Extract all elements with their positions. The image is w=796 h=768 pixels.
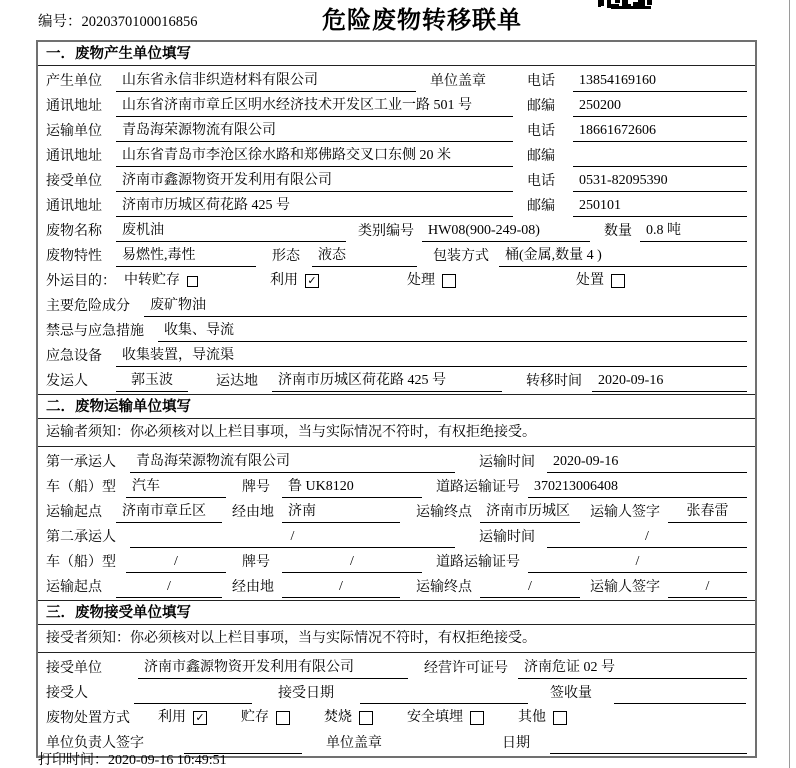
carrier1-time-label: 运输时间 bbox=[479, 455, 535, 470]
field-row-route2 bbox=[46, 573, 747, 598]
transfer-storage-checkbox bbox=[187, 276, 198, 287]
transporter-label: 运输单位 bbox=[46, 124, 102, 139]
field-row-accept-unit bbox=[46, 654, 747, 679]
destination-value: 济南市历城区荷花路 425 号 bbox=[272, 372, 502, 392]
transporter-post-value bbox=[573, 150, 747, 167]
responsible-sign-label: 单位负责人签字 bbox=[46, 736, 144, 751]
purpose-option-treatment bbox=[407, 272, 456, 292]
vehicle2-plate-label: 牌号 bbox=[242, 555, 270, 570]
disposal-option-incineration bbox=[324, 709, 373, 729]
producer-address-value: 山东省济南市章丘区明水经济技术开发区工业一路 501 号 bbox=[116, 97, 513, 117]
receipt-qty-label: 签收量 bbox=[550, 686, 592, 701]
producer-value: 山东省永信非织造材料有限公司 bbox=[116, 72, 416, 92]
emergency-equipment-value: 收集装置，导流渠 bbox=[116, 347, 747, 367]
transporter-value: 青岛海荣源物流有限公司 bbox=[116, 122, 513, 142]
route1-sign-value: 张春雷 bbox=[668, 503, 747, 523]
license-label: 经营许可证号 bbox=[424, 661, 508, 676]
carrier1-value: 青岛海荣源物流有限公司 bbox=[130, 453, 455, 473]
field-row-disposal-method bbox=[46, 704, 747, 729]
transporter-address-label: 通讯地址 bbox=[46, 149, 102, 164]
vehicle1-type-value: 汽车 bbox=[126, 478, 226, 498]
accept-unit-value: 济南市鑫源物资开发利用有限公司 bbox=[138, 659, 408, 679]
route2-origin-label: 运输起点 bbox=[46, 580, 102, 595]
field-row-transporter-address bbox=[46, 142, 747, 167]
treatment-checkbox bbox=[442, 274, 456, 288]
field-row-vehicle2 bbox=[46, 548, 747, 573]
unit-seal-label: 单位盖章 bbox=[326, 736, 382, 751]
section2-note: 运输者须知：你必须核对以上栏目事项，当与实际情况不符时，有权拒绝接受。 bbox=[38, 419, 755, 447]
receiver-post-value: 250101 bbox=[573, 197, 747, 217]
transporter-address-value: 山东省青岛市李沧区徐水路和郑佛路交叉口东侧 20 米 bbox=[116, 147, 513, 167]
field-row-waste-props bbox=[46, 242, 747, 267]
section3-rows bbox=[38, 653, 755, 756]
carrier1-time-value: 2020-09-16 bbox=[547, 453, 747, 473]
sign-date-value bbox=[550, 737, 747, 754]
dispatcher-label: 发运人 bbox=[46, 374, 88, 389]
waste-category-value: HW08(900-249-08) bbox=[422, 222, 590, 242]
field-row-receiver-address bbox=[46, 192, 747, 217]
purpose-option-disposal bbox=[576, 272, 625, 292]
producer-post-value: 250200 bbox=[573, 97, 747, 117]
producer-post-label: 邮编 bbox=[527, 99, 555, 114]
receiver-phone-value: 0531-82095390 bbox=[573, 172, 747, 192]
disposal-landfill-checkbox bbox=[470, 711, 484, 725]
disposal-checkbox bbox=[611, 274, 625, 288]
waste-qty-value: 0.8 吨 bbox=[640, 222, 747, 242]
license-value: 济南危证 02 号 bbox=[518, 659, 747, 679]
emergency-equipment-label: 应急设备 bbox=[46, 349, 102, 364]
receiver-address-label: 通讯地址 bbox=[46, 199, 102, 214]
field-row-purpose bbox=[46, 267, 747, 292]
field-row-producer-address bbox=[46, 92, 747, 117]
section2-header: 二．废物运输单位填写 bbox=[38, 394, 755, 419]
route2-via-label: 经由地 bbox=[232, 580, 274, 595]
transporter-phone-label: 电话 bbox=[527, 124, 555, 139]
page-right-edge bbox=[789, 0, 790, 768]
vehicle2-type-value: / bbox=[126, 553, 226, 573]
producer-label: 产生单位 bbox=[46, 74, 102, 89]
print-time bbox=[38, 749, 227, 768]
field-row-acceptance bbox=[46, 679, 747, 704]
transporter-phone-value: 18661672606 bbox=[573, 122, 747, 142]
waste-pack-value: 桶(金属,数量 4 ) bbox=[499, 247, 747, 267]
page-title: 危险废物转移联单 bbox=[322, 7, 522, 34]
hazard-value: 废矿物油 bbox=[144, 297, 747, 317]
route1-via-label: 经由地 bbox=[232, 505, 274, 520]
disposal-option-landfill bbox=[407, 709, 484, 729]
waste-name-label: 废物名称 bbox=[46, 224, 102, 239]
carrier2-value: / bbox=[130, 528, 455, 548]
route1-end-label: 运输终点 bbox=[416, 505, 472, 520]
field-row-receiver bbox=[46, 167, 747, 192]
manifest-form bbox=[36, 40, 757, 758]
receiver-value: 济南市鑫源物资开发利用有限公司 bbox=[116, 172, 513, 192]
acceptor-value bbox=[134, 687, 252, 704]
destination-label: 运达地 bbox=[216, 374, 258, 389]
route2-sign-value: / bbox=[668, 578, 747, 598]
reuse-label: 利用 bbox=[270, 273, 298, 288]
route2-origin-value: / bbox=[116, 578, 222, 598]
field-row-waste-name bbox=[46, 217, 747, 242]
carrier2-time-value: / bbox=[547, 528, 747, 548]
disposal-label: 处置 bbox=[576, 273, 604, 288]
accept-date-label: 接受日期 bbox=[278, 686, 334, 701]
field-row-route1 bbox=[46, 498, 747, 523]
section1-rows bbox=[38, 66, 755, 394]
transfer-storage-label: 中转贮存 bbox=[124, 273, 180, 288]
producer-seal-label: 单位盖章 bbox=[430, 74, 486, 89]
disposal-other-label: 其他 bbox=[518, 710, 546, 725]
vehicle1-permit-label: 道路运输证号 bbox=[436, 480, 520, 495]
disposal-reuse-label: 利用 bbox=[158, 710, 186, 725]
carrier2-time-label: 运输时间 bbox=[479, 530, 535, 545]
purpose-option-transfer-storage bbox=[124, 272, 198, 292]
purpose-label: 外运目的： bbox=[46, 274, 116, 289]
route1-end-value: 济南市历城区 bbox=[480, 503, 580, 523]
waste-pack-label: 包装方式 bbox=[433, 249, 489, 264]
vehicle2-permit-label: 道路运输证号 bbox=[436, 555, 520, 570]
vehicle2-type-label: 车（船）型 bbox=[46, 555, 116, 570]
accept-unit-label: 接受单位 bbox=[46, 661, 102, 676]
field-row-carrier2 bbox=[46, 523, 747, 548]
print-time-label: 打印时间： bbox=[38, 753, 108, 768]
reuse-checkbox: ✓ bbox=[305, 274, 319, 288]
disposal-storage-label: 贮存 bbox=[241, 710, 269, 725]
waste-form-value: 液态 bbox=[312, 247, 417, 267]
dispatcher-value: 郭玉波 bbox=[116, 372, 188, 392]
disposal-other-checkbox bbox=[553, 711, 567, 725]
waste-name-value: 废机油 bbox=[116, 222, 346, 242]
route1-sign-label: 运输人签字 bbox=[590, 505, 660, 520]
disposal-landfill-label: 安全填埋 bbox=[407, 710, 463, 725]
route2-sign-label: 运输人签字 bbox=[590, 580, 660, 595]
route2-end-value: / bbox=[480, 578, 580, 598]
disposal-reuse-checkbox: ✓ bbox=[193, 711, 207, 725]
field-row-dispatch bbox=[46, 367, 747, 392]
receiver-label: 接受单位 bbox=[46, 174, 102, 189]
waste-props-label: 废物特性 bbox=[46, 249, 102, 264]
disposal-storage-checkbox bbox=[276, 711, 290, 725]
carrier2-label: 第二承运人 bbox=[46, 530, 116, 545]
field-row-transporter bbox=[46, 117, 747, 142]
transporter-post-label: 邮编 bbox=[527, 149, 555, 164]
receiver-post-label: 邮编 bbox=[527, 199, 555, 214]
field-row-emergency-measures bbox=[46, 317, 747, 342]
section3-header: 三．废物接受单位填写 bbox=[38, 600, 755, 625]
vehicle1-plate-label: 牌号 bbox=[242, 480, 270, 495]
disposal-option-storage bbox=[241, 709, 290, 729]
route2-via-value: / bbox=[282, 578, 400, 598]
field-row-producer bbox=[46, 67, 747, 92]
route1-via-value: 济南 bbox=[282, 503, 400, 523]
doc-number-value: 2020370100016856 bbox=[81, 14, 198, 30]
sign-date-label: 日期 bbox=[502, 736, 530, 751]
print-time-value: 2020-09-16 10:49:51 bbox=[108, 753, 227, 768]
section1-header: 一．废物产生单位填写 bbox=[38, 42, 755, 66]
receiver-address-value: 济南市历城区荷花路 425 号 bbox=[116, 197, 513, 217]
disposal-option-reuse bbox=[158, 709, 207, 729]
hazard-label: 主要危险成分 bbox=[46, 299, 130, 314]
emergency-measures-value: 收集、导流 bbox=[158, 322, 747, 342]
accept-date-value bbox=[360, 687, 528, 704]
producer-address-label: 通讯地址 bbox=[46, 99, 102, 114]
acceptor-label: 接受人 bbox=[46, 686, 88, 701]
vehicle1-type-label: 车（船）型 bbox=[46, 480, 116, 495]
qr-code-icon bbox=[598, 0, 664, 10]
producer-phone-label: 电话 bbox=[527, 74, 555, 89]
field-row-hazard bbox=[46, 292, 747, 317]
section3-note: 接受者须知：你必须核对以上栏目事项，当与实际情况不符时，有权拒绝接受。 bbox=[38, 625, 755, 653]
section2-rows bbox=[38, 447, 755, 600]
field-row-vehicle1 bbox=[46, 473, 747, 498]
emergency-measures-label: 禁忌与应急措施 bbox=[46, 324, 144, 339]
transfer-time-label: 转移时间 bbox=[526, 374, 582, 389]
route2-end-label: 运输终点 bbox=[416, 580, 472, 595]
route1-origin-value: 济南市章丘区 bbox=[116, 503, 222, 523]
vehicle2-plate-value: / bbox=[282, 553, 422, 573]
waste-qty-label: 数量 bbox=[604, 224, 632, 239]
waste-category-label: 类别编号 bbox=[358, 224, 414, 239]
vehicle1-permit-value: 370213006408 bbox=[528, 478, 747, 498]
carrier1-label: 第一承运人 bbox=[46, 455, 116, 470]
purpose-option-reuse bbox=[270, 272, 319, 292]
waste-props-value: 易燃性,毒性 bbox=[116, 247, 256, 267]
route1-origin-label: 运输起点 bbox=[46, 505, 102, 520]
field-row-emergency-equipment bbox=[46, 342, 747, 367]
receiver-phone-label: 电话 bbox=[527, 174, 555, 189]
disposal-incineration-checkbox bbox=[359, 711, 373, 725]
vehicle2-permit-value: / bbox=[528, 553, 747, 573]
treatment-label: 处理 bbox=[407, 273, 435, 288]
field-row-carrier1 bbox=[46, 448, 747, 473]
producer-phone-value: 13854169160 bbox=[573, 72, 747, 92]
disposal-incineration-label: 焚烧 bbox=[324, 710, 352, 725]
disposal-option-other bbox=[518, 709, 567, 729]
disposal-method-label: 废物处置方式 bbox=[46, 711, 130, 726]
vehicle1-plate-value: 鲁 UK8120 bbox=[282, 478, 422, 498]
receipt-qty-value bbox=[614, 687, 746, 704]
waste-form-label: 形态 bbox=[272, 249, 300, 264]
doc-number-label: 编号： bbox=[38, 14, 82, 30]
transfer-time-value: 2020-09-16 bbox=[592, 372, 747, 392]
